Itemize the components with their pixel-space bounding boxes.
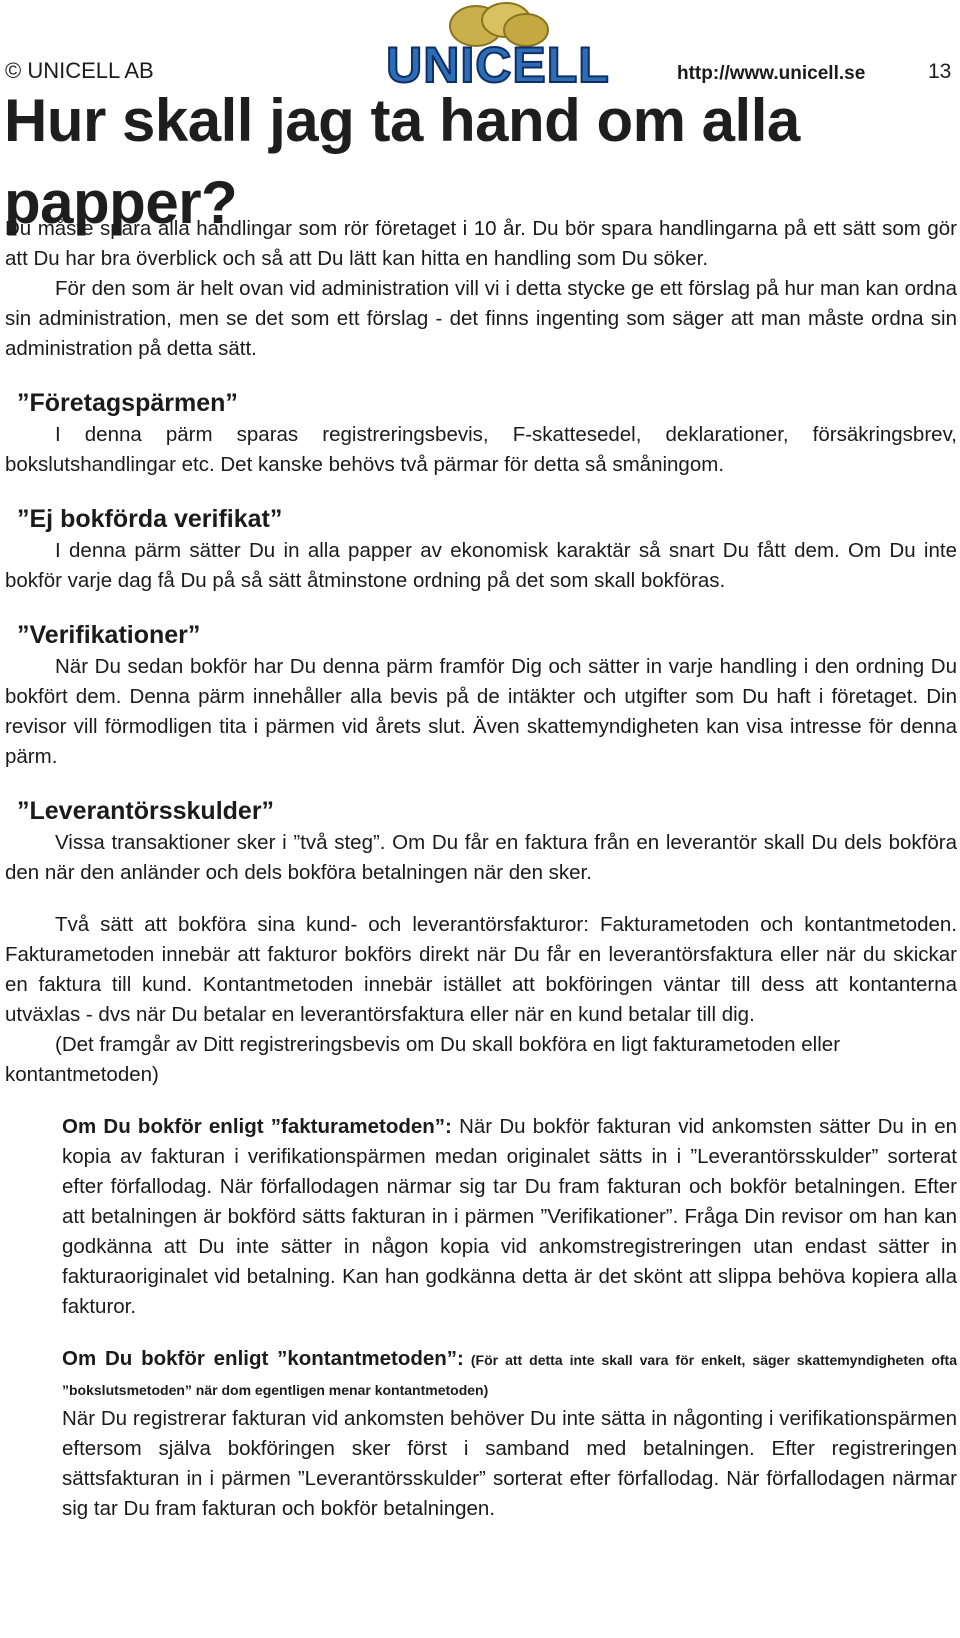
unicell-logo <box>376 2 636 88</box>
fakturametoden-block <box>5 1112 957 1322</box>
main-content <box>5 214 957 1524</box>
intro-paragraph: Du måste spara alla handlingar som rör företaget i 10 år. Du bör spara handlingarna på ett sätt som gör att Du har bra överblick och så att Du lätt kan hitta en handling som Du söker. <box>5 217 957 270</box>
section-heading: ”Leverantörsskulder” <box>17 797 275 825</box>
section-text: När Du sedan bokför har Du denna pärm framför Dig och sätter in varje handling i den ordning Du bokfört dem. Denna pärm innehåller alla bevis på de intäkter och utgifter som Du haft i företaget. Din revisor vill förmodligen tita i pärmen vid årets slut. Även skattemyndigheten kan visa intresse för denna pärm. <box>5 655 957 768</box>
kontantmetoden-lead: Om Du bokför enligt ”kontantmetoden”: <box>62 1347 464 1370</box>
website-url: http://www.unicell.se <box>677 63 866 84</box>
section-heading: ”Företagspärmen” <box>17 389 238 417</box>
page-number: 13 <box>928 60 952 83</box>
intro-paragraph: För den som är helt ovan vid administration vill vi i detta stycke ge ett förslag på hur man kan ordna sin administration, men se det som ett förslag - det finns ingenting som säger att man måste ordna sin administration på detta sätt. <box>5 277 957 360</box>
section-text: I denna pärm sätter Du in alla papper av ekonomisk karaktär så snart Du fått dem. Om Du inte bokför varje dag få Du på så sätt åtminstone ordning på det som skall bokföras. <box>5 539 957 592</box>
section-text: I denna pärm sparas registreringsbevis, F-skattesedel, deklarationer, försäkringsbrev, bokslutshandlingar etc. Det kanske behövs två pärmar för detta så småningom. <box>5 423 957 476</box>
svg-text:UNICELL: UNICELL <box>386 37 610 88</box>
page-title: Hur skall jag ta hand om alla papper? <box>4 87 800 236</box>
section-heading: ”Verifikationer” <box>17 621 201 649</box>
kontantmetoden-text: När Du registrerar fakturan vid ankomsten behöver Du inte sätta in någonting i verifikationspärmen eftersom själva bokföringen sker först i samband med betalningen. Efter registreringen sättsfakturan in i pärmen ”Leverantörsskulder” sorterat efter förfallodag. När förfallodagen närmar sig tar Du fram fakturan och bokför betalningen. <box>62 1407 957 1520</box>
kontantmetoden-heading <box>5 1344 957 1404</box>
kontantmetoden-note: (För att detta inte skall vara för enkelt, säger skattemyndigheten ofta ”bokslutsmetoden” när dom egentligen menar kontantmetoden) <box>62 1352 957 1398</box>
copyright-text: © UNICELL AB <box>5 58 154 83</box>
section-heading: ”Ej bokförda verifikat” <box>17 505 283 533</box>
fakturametoden-lead: Om Du bokför enligt ”fakturametoden”: <box>62 1115 452 1138</box>
section-text: Vissa transaktioner sker i ”två steg”. Om Du får en faktura från en leverantör skall Du dels bokföra den när den anländer och dels bokföra betalningen när den sker. <box>5 831 957 884</box>
page-header <box>0 0 960 90</box>
methods-note: (Det framgår av Ditt registreringsbevis om Du skall bokföra en ligt fakturametoden eller kontantmetoden) <box>5 1033 841 1086</box>
methods-paragraph: Två sätt att bokföra sina kund- och leverantörsfakturor: Fakturametoden och kontantmetoden. Fakturametoden innebär att fakturor bokförs direkt när Du får en leverantörsfaktura eller när du skickar en faktura till kund. Kontantmetoden innebär istället att bokföringen väntar till dess att kontanterna utväxlas - dvs när Du betalar en leverantörsfaktura eller när en kund betalar till dig. <box>5 913 957 1026</box>
fakturametoden-text: När Du bokför fakturan vid ankomsten sätter Du in en kopia av fakturan i verifikationspärmen medan originalet sätts in i ”Leverantörsskulder” sorterat efter förfallodag. När förfallodagen närmar sig tar Du fram fakturan och bokför betalningen. Efter att betalningen är bokförd sätts fakturan in i pärmen ”Verifikationer”. Fråga Din revisor om han kan godkänna att Du inte sätter in någon kopia vid ankomstregistreringen utan endast sätter in fakturaoriginalet vid betalning. Kan han godkänna detta är det skönt att slippa behöva kopiera alla fakturor. <box>62 1115 957 1318</box>
